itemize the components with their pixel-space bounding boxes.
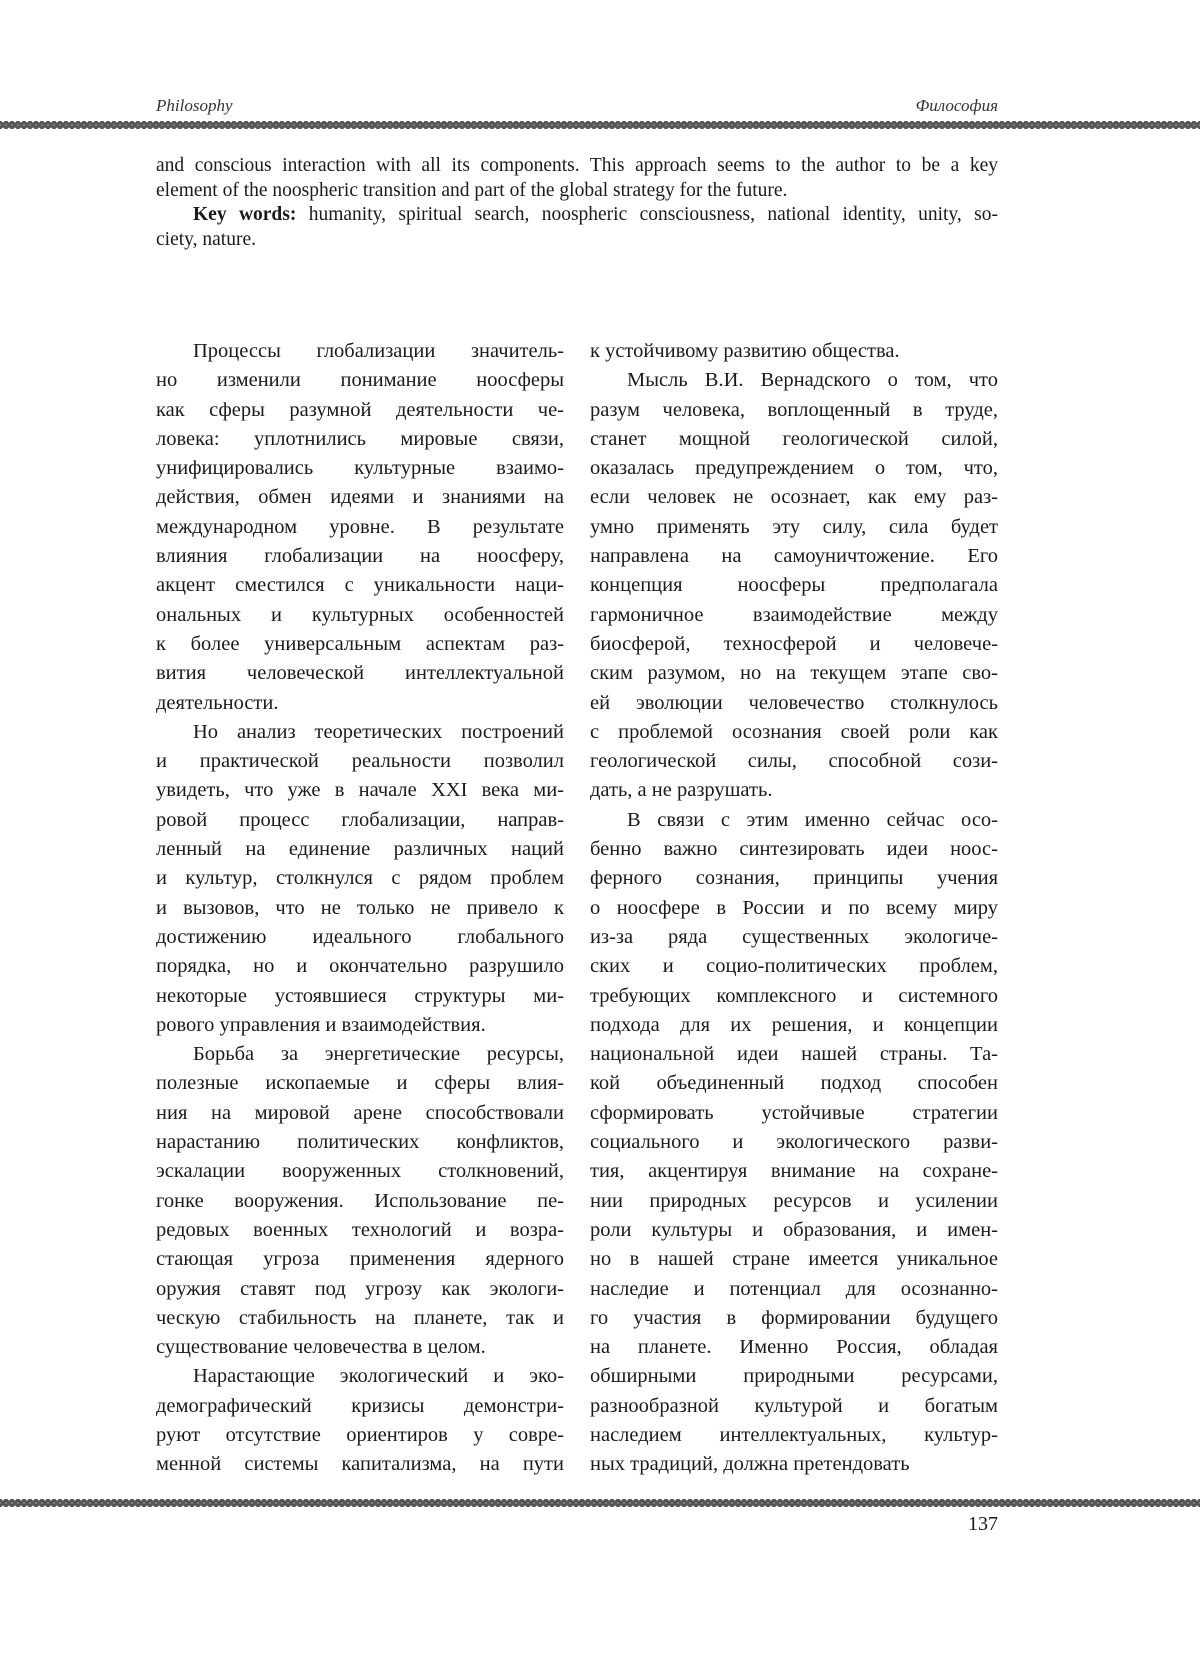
paragraph-line: требующих комплексного и системного bbox=[590, 982, 998, 1011]
paragraph-line: как сферы разумной деятельности че- bbox=[156, 396, 564, 425]
keywords-line bbox=[156, 203, 998, 228]
paragraph-line: умно применять эту силу, сила будет bbox=[590, 513, 998, 542]
paragraph-line: Нарастающие экологический и эко- bbox=[156, 1362, 564, 1391]
paragraph-line: на планете. Именно Россия, обладая bbox=[590, 1333, 998, 1362]
paragraph-line: подхода для их решения, и концепции bbox=[590, 1011, 998, 1040]
paragraph-line: если человек не осознает, как ему раз- bbox=[590, 483, 998, 512]
paragraph-line: биосферой, техносферой и человече- bbox=[590, 630, 998, 659]
paragraph-line: социального и экологического разви- bbox=[590, 1128, 998, 1157]
paragraph-line: кой объединенный подход способен bbox=[590, 1069, 998, 1098]
paragraph-line: деятельности. bbox=[156, 689, 564, 718]
paragraph-line: унифицировались культурные взаимо- bbox=[156, 454, 564, 483]
paragraph-line: к более универсальным аспектам раз- bbox=[156, 630, 564, 659]
paragraph-line: роли культуры и образования, и имен- bbox=[590, 1216, 998, 1245]
abstract-line: and conscious interaction with all its components. This approach seems to the author to be a key bbox=[156, 154, 998, 179]
paragraph-line: с проблемой осознания своей роли как bbox=[590, 718, 998, 747]
paragraph-line: порядка, но и окончательно разрушило bbox=[156, 952, 564, 981]
paragraph-line: но в нашей стране имеется уникальное bbox=[590, 1245, 998, 1274]
paragraph-line: дать, а не разрушать. bbox=[590, 776, 998, 805]
paragraph-line: нии природных ресурсов и усилении bbox=[590, 1187, 998, 1216]
paragraph-line: бенно важно синтезировать идеи ноос- bbox=[590, 835, 998, 864]
paragraph-line: ей эволюции человечество столкнулось bbox=[590, 689, 998, 718]
keywords-label: Key words: bbox=[193, 204, 296, 225]
paragraph-line: влияния глобализации на ноосферу, bbox=[156, 542, 564, 571]
abstract bbox=[156, 154, 998, 252]
running-header-right: Философия bbox=[916, 96, 998, 116]
running-header-left: Philosophy bbox=[156, 96, 233, 116]
paragraph-line: наследием интеллектуальных, культур- bbox=[590, 1421, 998, 1450]
paragraph-line: направлена на самоуничтожение. Его bbox=[590, 542, 998, 571]
paragraph-line: нарастанию политических конфликтов, bbox=[156, 1128, 564, 1157]
paragraph-line: демографический кризисы демонстри- bbox=[156, 1392, 564, 1421]
paragraph-line: достижению идеального глобального bbox=[156, 923, 564, 952]
paragraph-line: национальной идеи нашей страны. Та- bbox=[590, 1040, 998, 1069]
paragraph-line: ским разумом, но на текущем этапе сво- bbox=[590, 659, 998, 688]
paragraph-line: ональных и культурных особенностей bbox=[156, 601, 564, 630]
paragraph-line: геологической силы, способной сози- bbox=[590, 747, 998, 776]
paragraph-line: го участия в формировании будущего bbox=[590, 1304, 998, 1333]
keywords-line-continued: ciety, nature. bbox=[156, 228, 998, 253]
paragraph-line: из-за ряда существенных экологиче- bbox=[590, 923, 998, 952]
right-column bbox=[590, 337, 998, 1480]
paragraph-line: ния на мировой арене способствовали bbox=[156, 1099, 564, 1128]
page-number: 137 bbox=[968, 1513, 998, 1536]
paragraph-line: о ноосфере в России и по всему миру bbox=[590, 894, 998, 923]
paragraph-line: ферного сознания, принципы учения bbox=[590, 864, 998, 893]
paragraph-line: рового управления и взаимодействия. bbox=[156, 1011, 564, 1040]
paragraph-line: обширными природными ресурсами, bbox=[590, 1362, 998, 1391]
paragraph-line: руют отсутствие ориентиров у совре- bbox=[156, 1421, 564, 1450]
paragraph-line: тия, акцентируя внимание на сохране- bbox=[590, 1157, 998, 1186]
paragraph-line: гармоничное взаимодействие между bbox=[590, 601, 998, 630]
paragraph-line: ленный на единение различных наций bbox=[156, 835, 564, 864]
paragraph-line: Процессы глобализации значитель- bbox=[156, 337, 564, 366]
abstract-line: element of the noospheric transition and part of the global strategy for the future. bbox=[156, 179, 998, 204]
paragraph-line: стающая угроза применения ядерного bbox=[156, 1245, 564, 1274]
paragraph-line: сформировать устойчивые стратегии bbox=[590, 1099, 998, 1128]
paragraph-line: вития человеческой интеллектуальной bbox=[156, 659, 564, 688]
keywords-text: humanity, spiritual search, noospheric consciousness, national identity, unity, so- bbox=[296, 204, 998, 225]
paragraph-line: и вызовов, что не только не привело к bbox=[156, 894, 564, 923]
decorative-rule-bottom bbox=[0, 1499, 1200, 1507]
paragraph-line: ных традиций, должна претендовать bbox=[590, 1450, 998, 1479]
paragraph-line: В связи с этим именно сейчас осо- bbox=[590, 806, 998, 835]
paragraph-line: оказалась предупреждением о том, что, bbox=[590, 454, 998, 483]
paragraph-line: разум человека, воплощенный в труде, bbox=[590, 396, 998, 425]
paragraph-line: и культур, столкнулся с рядом проблем bbox=[156, 864, 564, 893]
paragraph-line: Мысль В.И. Вернадского о том, что bbox=[590, 366, 998, 395]
paragraph-line: некоторые устоявшиеся структуры ми- bbox=[156, 982, 564, 1011]
paragraph-line: концепция ноосферы предполагала bbox=[590, 571, 998, 600]
decorative-rule-top bbox=[0, 121, 1200, 129]
paragraph-line: к устойчивому развитию общества. bbox=[590, 337, 998, 366]
paragraph-line: увидеть, что уже в начале XXI века ми- bbox=[156, 776, 564, 805]
paragraph-line: Борьба за энергетические ресурсы, bbox=[156, 1040, 564, 1069]
paragraph-line: международном уровне. В результате bbox=[156, 513, 564, 542]
left-column bbox=[156, 337, 564, 1480]
paragraph-line: редовых военных технологий и возра- bbox=[156, 1216, 564, 1245]
paragraph-line: ских и социо-политических проблем, bbox=[590, 952, 998, 981]
paragraph-line: станет мощной геологической силой, bbox=[590, 425, 998, 454]
paragraph-line: наследие и потенциал для осознанно- bbox=[590, 1275, 998, 1304]
paragraph-line: но изменили понимание ноосферы bbox=[156, 366, 564, 395]
paragraph-line: и практической реальности позволил bbox=[156, 747, 564, 776]
paragraph-line: существование человечества в целом. bbox=[156, 1333, 564, 1362]
paragraph-line: Но анализ теоретических построений bbox=[156, 718, 564, 747]
paragraph-line: действия, обмен идеями и знаниями на bbox=[156, 483, 564, 512]
paragraph-line: ровой процесс глобализации, направ- bbox=[156, 806, 564, 835]
paragraph-line: акцент сместился с уникальности наци- bbox=[156, 571, 564, 600]
paragraph-line: ческую стабильность на планете, так и bbox=[156, 1304, 564, 1333]
paragraph-line: менной системы капитализма, на пути bbox=[156, 1450, 564, 1479]
paragraph-line: полезные ископаемые и сферы влия- bbox=[156, 1069, 564, 1098]
paragraph-line: эскалации вооруженных столкновений, bbox=[156, 1157, 564, 1186]
paragraph-line: гонке вооружения. Использование пе- bbox=[156, 1187, 564, 1216]
paragraph-line: ловека: уплотнились мировые связи, bbox=[156, 425, 564, 454]
paragraph-line: оружия ставят под угрозу как экологи- bbox=[156, 1275, 564, 1304]
paragraph-line: разнообразной культурой и богатым bbox=[590, 1392, 998, 1421]
